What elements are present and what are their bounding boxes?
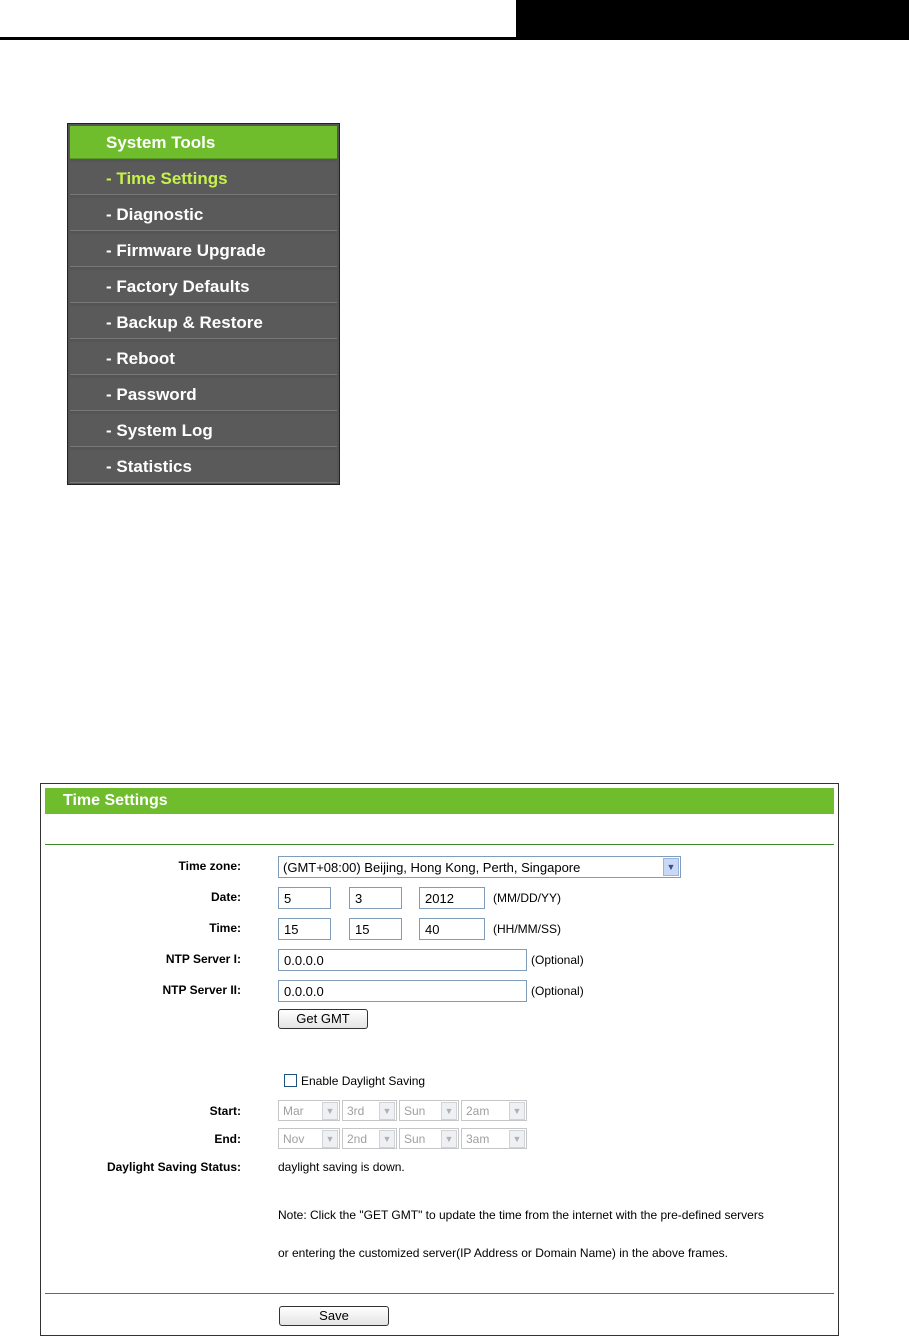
chevron-down-icon: ▼: [663, 858, 679, 876]
ntp1-optional-hint: (Optional): [531, 953, 584, 967]
header-rule: [0, 37, 909, 40]
ntp2-input[interactable]: 0.0.0.0: [278, 980, 527, 1002]
menu-header-system-tools[interactable]: System Tools: [70, 126, 337, 159]
dst-end-month-select[interactable]: [278, 1128, 340, 1149]
time-format-hint: (HH/MM/SS): [493, 922, 561, 936]
note-line-2: or entering the customized server(IP Address or Domain Name) in the above frames.: [278, 1246, 728, 1260]
chevron-down-icon: ▼: [379, 1102, 395, 1120]
dst-status-label: Daylight Saving Status:: [106, 1160, 241, 1174]
dst-start-month-value: Mar: [283, 1104, 304, 1118]
date-label: Date:: [210, 890, 241, 904]
get-gmt-button[interactable]: Get GMT: [278, 1009, 368, 1029]
dst-start-hour-select[interactable]: [461, 1100, 527, 1121]
menu-item-backup-restore[interactable]: - Backup & Restore: [70, 306, 337, 339]
dst-start-hour-value: 2am: [466, 1104, 490, 1118]
dst-end-hour-value: 3am: [466, 1132, 490, 1146]
timezone-value: (GMT+08:00) Beijing, Hong Kong, Perth, Singapore: [283, 860, 581, 875]
menu-item-reboot[interactable]: - Reboot: [70, 342, 337, 375]
time-hour-input[interactable]: 15: [278, 918, 331, 940]
ntp1-label: NTP Server I:: [165, 952, 241, 966]
dst-end-day-value: Sun: [404, 1132, 426, 1146]
menu-item-factory-defaults[interactable]: - Factory Defaults: [70, 270, 337, 303]
date-year-input[interactable]: 2012: [419, 887, 485, 909]
date-format-hint: (MM/DD/YY): [493, 891, 561, 905]
dst-end-month-value: Nov: [283, 1132, 305, 1146]
panel-title: Time Settings: [45, 788, 834, 814]
dst-status-value: daylight saving is down.: [278, 1160, 405, 1174]
ntp2-label: NTP Server II:: [162, 983, 241, 997]
enable-daylight-saving-checkbox[interactable]: [284, 1074, 297, 1087]
chevron-down-icon: ▼: [441, 1102, 457, 1120]
dst-end-day-select[interactable]: [399, 1128, 459, 1149]
time-second-input[interactable]: 40: [419, 918, 485, 940]
note-line-1: Note: Click the "GET GMT" to update the time from the internet with the pre-defined servers: [278, 1208, 764, 1222]
divider-top: [45, 844, 834, 845]
divider-bottom: [45, 1293, 834, 1294]
dst-end-week-value: 2nd: [347, 1132, 368, 1146]
system-tools-menu: [67, 123, 340, 485]
time-minute-input[interactable]: 15: [349, 918, 402, 940]
date-day-input[interactable]: 3: [349, 887, 402, 909]
date-month-input[interactable]: 5: [278, 887, 331, 909]
menu-item-firmware-upgrade[interactable]: - Firmware Upgrade: [70, 234, 337, 267]
dst-start-day-select[interactable]: [399, 1100, 459, 1121]
dst-start-day-value: Sun: [404, 1104, 426, 1118]
dst-start-week-value: 3rd: [347, 1104, 365, 1118]
dst-end-label: End:: [214, 1132, 241, 1146]
chevron-down-icon: ▼: [322, 1102, 338, 1120]
menu-item-system-log[interactable]: - System Log: [70, 414, 337, 447]
save-button[interactable]: Save: [279, 1306, 389, 1326]
dst-start-label: Start:: [209, 1104, 241, 1118]
chevron-down-icon: ▼: [379, 1130, 395, 1148]
dst-start-month-select[interactable]: [278, 1100, 340, 1121]
menu-item-statistics[interactable]: - Statistics: [70, 450, 337, 483]
ntp2-optional-hint: (Optional): [531, 984, 584, 998]
time-label: Time:: [209, 921, 241, 935]
chevron-down-icon: ▼: [509, 1130, 525, 1148]
header-black-block: [516, 0, 909, 40]
timezone-label: Time zone:: [178, 859, 241, 873]
ntp1-input[interactable]: 0.0.0.0: [278, 949, 527, 971]
menu-item-diagnostic[interactable]: - Diagnostic: [70, 198, 337, 231]
menu-item-password[interactable]: - Password: [70, 378, 337, 411]
dst-end-hour-select[interactable]: [461, 1128, 527, 1149]
chevron-down-icon: ▼: [441, 1130, 457, 1148]
chevron-down-icon: ▼: [509, 1102, 525, 1120]
dst-start-week-select[interactable]: [342, 1100, 397, 1121]
chevron-down-icon: ▼: [322, 1130, 338, 1148]
menu-item-time-settings[interactable]: - Time Settings: [70, 162, 337, 195]
enable-daylight-saving-label: Enable Daylight Saving: [301, 1074, 426, 1088]
time-settings-panel: [40, 783, 839, 1336]
dst-end-week-select[interactable]: [342, 1128, 397, 1149]
timezone-select[interactable]: [278, 856, 681, 878]
